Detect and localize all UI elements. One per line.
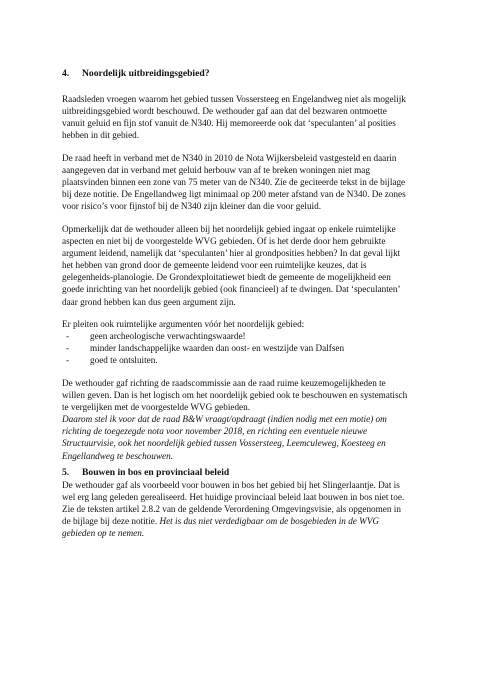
- section-4-paragraph-2: [62, 152, 434, 212]
- text-line-italic: Engellandweg te beschouwen.: [62, 450, 173, 461]
- text-line: De wethouder gaf richting de raadscommissie aan de raad ruime keuzemogelijkheden te: [62, 378, 386, 388]
- text-line: daar grond hebben kan dus geen argument zijn.: [62, 296, 236, 307]
- section-5-heading: [62, 467, 229, 479]
- list-item-text: goed te ontsluiten.: [90, 355, 158, 366]
- text-line: hebben in dit gebied.: [62, 130, 140, 141]
- text-italic: Het is dus niet verdedigbaar om de bosgebieden in de WVG: [159, 516, 380, 527]
- text-line: plaatsvinden binnen een zone van 75 meter van de N340. Zie de geciteerde tekst in de bijlage: [62, 177, 406, 188]
- section-4-paragraph-4-intro: [62, 318, 434, 330]
- section-4-number: 4.: [62, 68, 70, 79]
- bullet-marker: -: [66, 343, 70, 354]
- text-line-italic: gebieden op te nemen.: [62, 528, 145, 539]
- section-4-paragraph-1: [62, 93, 434, 141]
- text-line: wel erg lang geleden gerealiseerd. Het huidige provinciaal beleid laat bouwen in bos niet toe.: [62, 492, 405, 503]
- text-plain: de bijlage bij deze notitie.: [62, 516, 160, 527]
- section-4-paragraph-3: [62, 223, 434, 308]
- section-4-heading: [62, 68, 210, 80]
- text-line-italic: Daarom stel ik voor dat de raad B&W vraagt/opdraagt (indien nodig met een motie) om: [62, 414, 387, 425]
- section-4-title: Noordelijk uitbreidingsgebied?: [82, 68, 210, 79]
- list-item: [62, 330, 344, 342]
- section-5-title: Bouwen in bos en provinciaal beleid: [82, 467, 230, 478]
- text-line: vanuit geluid en fijn stof vanuit de N340. Hij memoreerde ook dat ‘speculanten’ al posities: [62, 118, 396, 129]
- text-line-italic: richting de toegezegde nota voor november 2018, en richting een eventuele nieuwe: [62, 426, 368, 437]
- text-line: Zie de teksten artikel 2.8.2 van de geldende Verordening Omgevingsvisie, als opgenomen in: [62, 504, 401, 515]
- text-line: goede inrichting van het noordelijk gebied (ook financieel) af te dwingen. Dat ‘speculanten’: [62, 284, 401, 295]
- text-line: De raad heeft in verband met de N340 in 2010 de Nota Wijkersbeleid vastgesteld en daarin: [62, 153, 397, 163]
- text-line: het hebben van grond door de gemeente leidend voor een ruimtelijke keuzes, dat is: [62, 260, 367, 271]
- list-item-text: geen archeologische verwachtingswaarde!: [90, 331, 246, 341]
- section-4-paragraph-5: [62, 377, 434, 462]
- bullet-marker: -: [66, 331, 70, 341]
- text-line: gelegenheids-planologie. De Grondexploitatiewet biedt de gemeente de mogelijkheid een: [62, 272, 391, 283]
- text-line: bij deze notitie. De Engellandweg ligt minimaal op 200 meter afstand van de N340. De zones: [62, 189, 406, 200]
- text-line: voor risico’s voor fijnstof bij de N340 zijn kleiner dan die voor geluid.: [62, 201, 321, 212]
- text-line: Opmerkelijk dat de wethouder alleen bij het noordelijk gebied ingaat op enkele ruimtelijke: [62, 224, 396, 234]
- list-item-text: minder landschappelijke waarden dan oost- en westzijde van Dalfsen: [90, 343, 345, 354]
- section-5-paragraph-1: [62, 479, 434, 539]
- text-line: te vergelijken met de voorgestelde WVG gebieden.: [62, 402, 251, 413]
- text-line: uitbreidingsgebied wordt beschouwd. De wethouder gaf aan dat del bezwaren ontmoette: [62, 106, 387, 117]
- text-line: Raadsleden vroegen waarom het gebied tussen Vossersteeg en Engelandweg niet als mogelijk: [62, 94, 406, 104]
- text-line: argument leidend, namelijk dat ‘speculanten’ hier al grondposities hebben? In dat geval lijkt: [62, 248, 401, 259]
- text-line: De wethouder gaf als voorbeeld voor bouwen in bos het gebied bij het Slingerlaantje. Dat is: [62, 480, 400, 490]
- list-item: [62, 354, 344, 366]
- text-line-mixed: [62, 515, 434, 527]
- text-line: Er pleiten ook ruimtelijke argumenten vóór het noordelijk gebied:: [62, 319, 305, 329]
- text-line: aspecten en niet bij de voorgestelde WVG gebieden. Of is het derde door hem gebruikte: [62, 236, 386, 247]
- argument-bullet-list: [62, 330, 344, 366]
- text-line-italic: Structuurvisie, ook het noordelijk gebied tussen Vossersteeg, Leemculeweg, Koesteeg en: [62, 438, 386, 449]
- section-5-number: 5.: [62, 467, 70, 478]
- text-line: aangegeven dat in verband met geluid herbouw van af te breken woningen niet mag: [62, 165, 370, 176]
- bullet-marker: -: [66, 355, 70, 366]
- text-line: willen geven. Dan is het logisch om het noordelijk gebied ook te beschouwen en systematisch: [62, 390, 408, 401]
- list-item: [62, 342, 344, 354]
